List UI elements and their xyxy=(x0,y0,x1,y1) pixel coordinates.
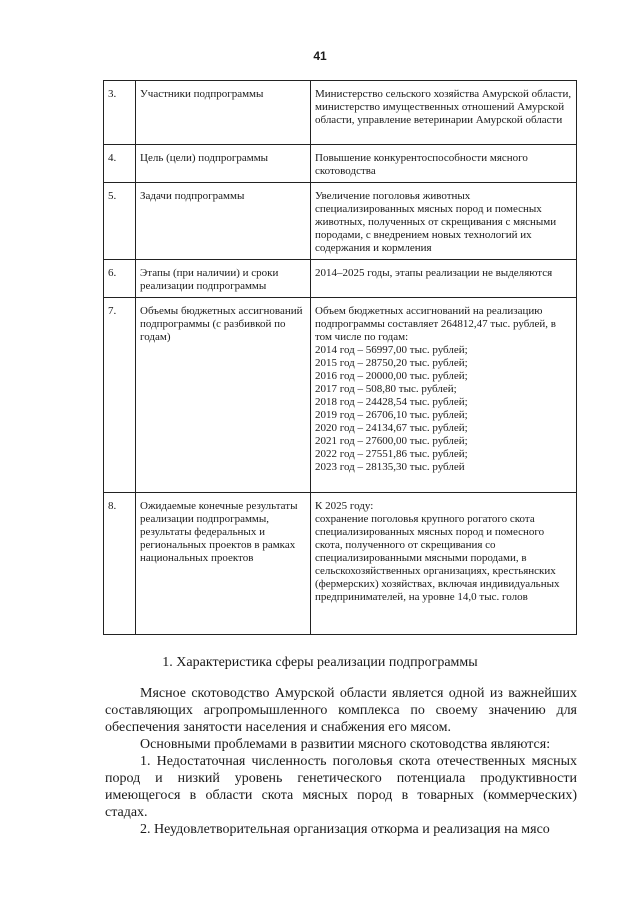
paragraph: Мясное скотоводство Амурской области является одной из важнейших составляющих агропромышленного комплекса по своему значению для обеспечения занятости населения и снабжения его мясом. xyxy=(105,686,577,735)
funding-year-item: 2022 год – 27551,86 тыс. рублей; xyxy=(315,448,468,460)
funding-year-item: 2018 год – 24428,54 тыс. рублей; xyxy=(315,396,468,408)
funding-year-item: 2023 год – 28135,30 тыс. рублей xyxy=(315,461,465,473)
table-row xyxy=(104,81,577,145)
row-label: Ожидаемые конечные результаты реализации подпрограммы, результаты федеральных и региональных проектов в рамках национальных проектов xyxy=(136,493,311,635)
table-row-results xyxy=(104,493,577,635)
paragraph: 2. Неудовлетворительная организация откорма и реализация на мясо xyxy=(140,822,550,837)
section-title: 1. Характеристика сферы реализации подпрограммы xyxy=(162,655,478,670)
body-text xyxy=(105,685,577,838)
row-label: Задачи подпрограммы xyxy=(136,183,311,260)
row-value: Министерство сельского хозяйства Амурской области, министерство имущественных отношений Амурской области, управление ветеринарии Амурской области xyxy=(311,81,577,145)
funding-year-item: 2017 год – 508,80 тыс. рублей; xyxy=(315,383,457,395)
funding-year-item: 2020 год – 24134,67 тыс. рублей; xyxy=(315,422,468,434)
funding-year-item: 2015 год – 28750,20 тыс. рублей; xyxy=(315,357,468,369)
funding-year-item: 2021 год – 27600,00 тыс. рублей; xyxy=(315,435,468,447)
table-row xyxy=(104,145,577,183)
results-value xyxy=(311,493,577,635)
funding-years-list xyxy=(315,344,572,474)
row-label: Этапы (при наличии) и сроки реализации подпрограммы xyxy=(136,260,311,298)
row-number: 5. xyxy=(104,183,136,260)
row-number: 4. xyxy=(104,145,136,183)
paragraph: 1. Недостаточная численность поголовья скота отечественных мясных пород и низкий уровень генетического потенциала продуктивности имеющегося в области скота мясных пород в товарных (коммерческих) стадах. xyxy=(105,754,577,820)
subprogram-passport-table xyxy=(103,80,577,635)
row-label: Цель (цели) подпрограммы xyxy=(136,145,311,183)
row-number: 7. xyxy=(104,298,136,493)
row-value: Повышение конкурентоспособности мясного скотоводства xyxy=(311,145,577,183)
results-text: сохранение поголовья крупного рогатого скота специализированных мясных пород и помесного скота, полученного от скрещивания со специализированными мясными породами, в сельскохозяйственных организациях, крестьянских (фермерских) хозяйствах, включая индивидуальных предпринимателей, на уровне 14,0 тыс. голов xyxy=(315,513,560,603)
table-row xyxy=(104,260,577,298)
row-value: Увеличение поголовья животных специализированных мясных пород и помесных животных, полученных от скрещивания с мясными породами, с внедрением новых технологий их содержания и кормления xyxy=(311,183,577,260)
results-heading: К 2025 году: xyxy=(315,500,374,512)
table-row xyxy=(104,183,577,260)
funding-value xyxy=(311,298,577,493)
funding-intro: Объем бюджетных ассигнований на реализацию подпрограммы составляет 264812,47 тыс. рублей, в том числе по годам: xyxy=(315,305,556,343)
funding-year-item: 2016 год – 20000,00 тыс. рублей; xyxy=(315,370,468,382)
row-value: 2014–2025 годы, этапы реализации не выделяются xyxy=(311,260,577,298)
row-number: 3. xyxy=(104,81,136,145)
row-label: Участники подпрограммы xyxy=(136,81,311,145)
funding-year-item: 2019 год – 26706,10 тыс. рублей; xyxy=(315,409,468,421)
funding-year-item: 2014 год – 56997,00 тыс. рублей; xyxy=(315,344,468,356)
row-label: Объемы бюджетных ассигнований подпрограммы (с разбивкой по годам) xyxy=(136,298,311,493)
table-row-funding xyxy=(104,298,577,493)
row-number: 6. xyxy=(104,260,136,298)
paragraph: Основными проблемами в развитии мясного скотоводства являются: xyxy=(140,737,551,752)
row-number: 8. xyxy=(104,493,136,635)
page-number: 41 xyxy=(313,49,327,63)
